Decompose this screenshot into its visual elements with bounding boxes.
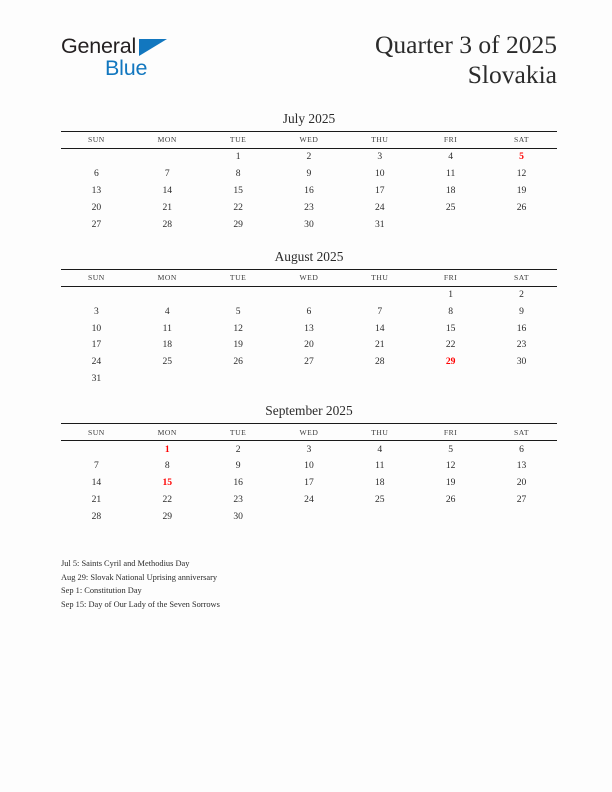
day-cell: 7 (164, 168, 170, 180)
weekday-header-thu: THU (344, 269, 415, 286)
day-cell-empty (486, 508, 557, 525)
day-cell: 13 (516, 460, 527, 472)
day-cell: 5 (235, 305, 241, 317)
month-title: September 2025 (265, 403, 353, 419)
day-cell: 6 (519, 443, 524, 455)
week-row (61, 337, 557, 354)
calendar-table (61, 269, 557, 387)
weekday-header-sun: SUN (61, 269, 132, 286)
weekday-header-row (61, 132, 557, 149)
day-cell-empty (415, 508, 486, 525)
day-cell: 12 (233, 322, 243, 334)
page-subtitle-country: Slovakia (467, 59, 557, 89)
week-row (61, 370, 557, 387)
day-cell: 8 (235, 168, 241, 180)
weekday-header-row (61, 424, 557, 441)
weekday-header-fri: FRI (415, 132, 486, 149)
day-cell-holiday: 15 (162, 477, 173, 489)
logo-triangle-icon (139, 39, 167, 56)
day-cell: 10 (304, 460, 314, 472)
week-row (61, 199, 557, 216)
day-cell: 12 (445, 460, 456, 472)
day-cell: 31 (375, 218, 385, 230)
day-cell: 21 (162, 201, 173, 213)
weekday-header-sat: SAT (486, 132, 557, 149)
day-cell: 10 (375, 168, 385, 180)
day-cell: 2 (519, 289, 524, 301)
day-cell: 20 (304, 339, 314, 351)
day-cell-empty (344, 286, 415, 303)
weekday-header-row (61, 269, 557, 286)
months-container (61, 112, 557, 525)
week-row (61, 458, 557, 475)
calendar-table (61, 423, 557, 524)
day-cell: 19 (445, 477, 456, 489)
day-cell: 10 (91, 322, 102, 334)
day-cell: 25 (375, 493, 385, 505)
day-cell: 9 (235, 460, 241, 472)
title-block (375, 30, 557, 89)
day-cell: 21 (375, 339, 385, 351)
week-row (61, 286, 557, 303)
day-cell: 26 (445, 493, 456, 505)
day-cell-empty (203, 286, 274, 303)
weekday-header-sat: SAT (486, 424, 557, 441)
week-row (61, 475, 557, 492)
weekday-header-wed: WED (274, 269, 345, 286)
legend-item: Jul 5: Saints Cyril and Methodius Day (61, 559, 190, 568)
day-cell: 11 (375, 460, 385, 472)
day-cell: 27 (304, 356, 314, 368)
month-title: July 2025 (282, 111, 336, 126)
weekday-header-mon: MON (132, 424, 203, 441)
day-cell: 24 (375, 201, 385, 213)
day-cell-empty (203, 370, 274, 387)
day-cell: 30 (516, 356, 527, 368)
day-cell: 18 (445, 184, 456, 196)
week-row (61, 182, 557, 199)
day-cell: 4 (164, 305, 170, 317)
day-cell: 9 (306, 168, 312, 180)
day-cell-empty (344, 508, 415, 525)
day-cell: 25 (445, 201, 456, 213)
weekday-header-fri: FRI (415, 269, 486, 286)
day-cell: 16 (516, 322, 527, 334)
day-cell-empty (132, 286, 203, 303)
day-cell: 8 (164, 460, 170, 472)
day-cell: 17 (375, 184, 385, 196)
day-cell: 3 (377, 151, 383, 163)
day-cell: 2 (235, 443, 241, 455)
day-cell: 24 (304, 493, 314, 505)
generalblue-logo[interactable] (61, 36, 241, 88)
day-cell: 28 (162, 218, 173, 230)
weekday-header-sun: SUN (61, 424, 132, 441)
day-cell: 23 (233, 493, 243, 505)
day-cell-empty (344, 370, 415, 387)
day-cell: 14 (375, 322, 385, 334)
day-cell: 16 (304, 184, 314, 196)
day-cell-empty (415, 216, 486, 233)
day-cell: 22 (233, 201, 243, 213)
day-cell: 23 (304, 201, 314, 213)
weekday-header-tue: TUE (203, 424, 274, 441)
weekday-header-wed: WED (274, 132, 345, 149)
day-cell: 15 (233, 184, 243, 196)
day-cell: 29 (233, 218, 243, 230)
day-cell: 13 (304, 322, 314, 334)
day-cell: 8 (448, 305, 454, 317)
day-cell: 7 (377, 305, 383, 317)
week-row (61, 491, 557, 508)
day-cell-holiday: 1 (164, 443, 170, 455)
day-cell: 6 (306, 305, 312, 317)
day-cell: 12 (516, 168, 527, 180)
week-row (61, 166, 557, 183)
day-cell: 11 (162, 322, 172, 334)
weekday-header-sat: SAT (486, 269, 557, 286)
day-cell: 5 (448, 443, 454, 455)
day-cell: 4 (377, 443, 383, 455)
day-cell-empty (274, 286, 345, 303)
day-cell: 9 (519, 305, 524, 317)
day-cell: 18 (375, 477, 385, 489)
day-cell: 22 (162, 493, 173, 505)
weekday-header-thu: THU (344, 424, 415, 441)
week-row (61, 354, 557, 371)
month-block (61, 404, 557, 525)
weekday-header-wed: WED (274, 424, 345, 441)
legend-item: Aug 29: Slovak National Uprising anniversary (61, 572, 218, 582)
day-cell: 31 (91, 373, 102, 385)
week-row (61, 441, 557, 458)
month-block (61, 250, 557, 388)
day-cell-empty (61, 286, 132, 303)
weekday-header-tue: TUE (203, 132, 274, 149)
day-cell: 1 (448, 289, 454, 301)
month-title: August 2025 (274, 248, 344, 264)
day-cell-empty (132, 148, 203, 165)
page-header (0, 0, 612, 100)
day-cell-holiday: 5 (519, 151, 524, 163)
day-cell: 16 (233, 477, 243, 489)
day-cell: 27 (91, 218, 102, 230)
day-cell: 22 (445, 339, 456, 351)
day-cell: 14 (162, 184, 173, 196)
day-cell: 19 (516, 184, 527, 196)
day-cell: 3 (306, 443, 312, 455)
day-cell: 6 (94, 168, 99, 180)
week-row (61, 320, 557, 337)
day-cell: 18 (162, 339, 173, 351)
day-cell: 26 (516, 201, 527, 213)
day-cell: 19 (233, 339, 243, 351)
day-cell-empty (486, 216, 557, 233)
day-cell: 29 (162, 510, 173, 522)
logo-text-general: General (61, 34, 137, 58)
holiday-legend (61, 557, 491, 611)
day-cell: 24 (91, 356, 102, 368)
day-cell-empty (61, 441, 132, 458)
day-cell: 30 (233, 510, 243, 522)
day-cell-empty (274, 508, 345, 525)
day-cell: 25 (162, 356, 173, 368)
day-cell: 28 (375, 356, 385, 368)
day-cell: 7 (94, 460, 99, 472)
weekday-header-fri: FRI (415, 424, 486, 441)
day-cell-empty (61, 148, 132, 165)
day-cell: 27 (516, 493, 527, 505)
day-cell: 1 (235, 151, 241, 163)
weekday-header-tue: TUE (203, 269, 274, 286)
week-row (61, 508, 557, 525)
week-row (61, 216, 557, 233)
day-cell: 2 (306, 151, 312, 163)
day-cell: 26 (233, 356, 243, 368)
weekday-header-mon: MON (132, 269, 203, 286)
logo-text-blue: Blue (105, 56, 148, 80)
day-cell: 28 (91, 510, 102, 522)
day-cell: 15 (445, 322, 456, 334)
weekday-header-mon: MON (132, 132, 203, 149)
day-cell: 13 (91, 184, 102, 196)
day-cell: 11 (446, 168, 456, 180)
day-cell: 21 (91, 493, 102, 505)
weekday-header-sun: SUN (61, 132, 132, 149)
day-cell: 17 (91, 339, 102, 351)
day-cell-holiday: 29 (445, 356, 456, 368)
legend-item: Sep 1: Constitution Day (61, 586, 142, 596)
day-cell: 23 (516, 339, 527, 351)
day-cell: 3 (94, 305, 99, 317)
day-cell-empty (274, 370, 345, 387)
day-cell-empty (486, 370, 557, 387)
day-cell: 4 (448, 151, 454, 163)
day-cell-empty (415, 370, 486, 387)
day-cell: 30 (304, 218, 314, 230)
page-title: Quarter 3 of 2025 (375, 30, 557, 59)
week-row (61, 148, 557, 165)
legend-item: Sep 15: Day of Our Lady of the Seven Sorrows (61, 599, 220, 609)
day-cell: 17 (304, 477, 314, 489)
weekday-header-thu: THU (344, 132, 415, 149)
week-row (61, 303, 557, 320)
day-cell: 14 (91, 477, 102, 489)
calendar-table (61, 131, 557, 232)
day-cell: 20 (516, 477, 527, 489)
month-block (61, 112, 557, 233)
day-cell-empty (132, 370, 203, 387)
day-cell: 20 (91, 201, 102, 213)
